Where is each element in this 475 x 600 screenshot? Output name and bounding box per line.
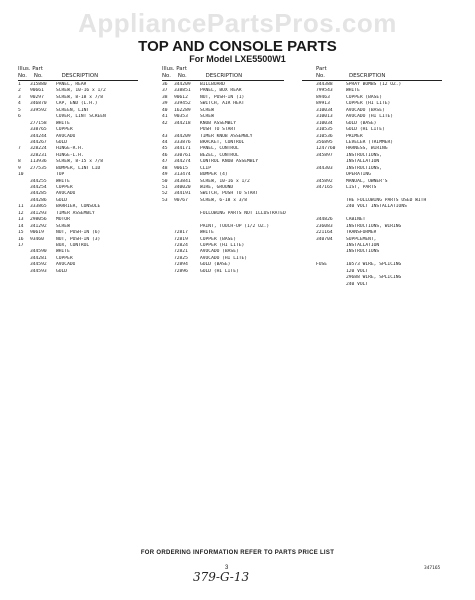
- part-no: 330761: [174, 152, 191, 158]
- part-no: 344388: [316, 82, 333, 87]
- description: 10573 WIRE, SPLICING: [346, 262, 402, 268]
- illus-no: 15: [18, 230, 24, 236]
- illus-no: 40: [162, 107, 168, 113]
- description: INSTRUCTIONS: [346, 249, 380, 255]
- part-no: 328224: [30, 146, 47, 152]
- part-no: 310034: [316, 120, 333, 126]
- description: SPRAY BOMBS (12 OZ.): [346, 82, 402, 87]
- description: TOP: [56, 172, 65, 178]
- description: SUPPLEMENT,: [346, 236, 377, 242]
- description: THE FOLLOWING PARTS USED WITH: [346, 197, 427, 203]
- description: SCREW, 10-16 x 1/2: [200, 178, 250, 184]
- description: HINGE-L.H.: [56, 152, 84, 158]
- illus-no: 14: [18, 223, 24, 229]
- part-no: 344592: [30, 262, 47, 268]
- part-no: 346870: [30, 101, 47, 107]
- page-subtitle: For Model LXE5500W1: [189, 54, 286, 64]
- description: COPPER (HI LITE): [346, 101, 391, 107]
- column-header-3: Part No. DESCRIPTION: [316, 66, 386, 79]
- illus-no: 52: [162, 191, 168, 197]
- description: KNOB ASSEMBLY: [200, 120, 236, 126]
- description: PAINT, TOUCH-UP (1/2 OZ.): [200, 223, 270, 229]
- description: COPPER (BASE): [346, 94, 382, 100]
- illus-no: 2: [18, 88, 21, 94]
- part-no: 339452: [174, 101, 191, 107]
- part-no: 338765: [30, 127, 47, 133]
- description: COPPER (BASE): [200, 236, 236, 242]
- description: SCREW, 6-18 x 3/8: [200, 197, 248, 203]
- illus-no: 1: [18, 82, 21, 87]
- description: TRANSFORMER: [346, 230, 377, 236]
- illus-no: 16: [18, 236, 24, 242]
- part-no: 162289: [174, 107, 191, 113]
- illus-no: 41: [162, 114, 168, 120]
- part-no: 313474: [174, 172, 191, 178]
- description: PANEL, CONTROL: [200, 146, 239, 152]
- description: FOLLOWING PARTS NOT ILLUSTRATED: [200, 210, 286, 216]
- illus-no: 49: [162, 172, 168, 178]
- description: AVOCADO (BASE): [200, 249, 239, 255]
- description: CABINET: [346, 217, 366, 223]
- description: COPPER: [56, 255, 73, 261]
- parts-row: [162, 269, 286, 275]
- description: PANEL, BOX REAR: [200, 88, 242, 94]
- ordering-note: FOR ORDERING INFORMATION REFER TO PARTS PRICE LIST: [140, 550, 335, 556]
- part-no: 90353: [174, 114, 188, 120]
- part-no: 345897: [316, 152, 333, 158]
- column-header-2: Illus. Part No. No. DESCRIPTION: [162, 66, 243, 79]
- part-no: 344593: [30, 268, 47, 274]
- description: CONTROL KNOB ASSEMBLY: [200, 159, 259, 165]
- part-no: 339592: [30, 107, 47, 113]
- description: MOTOR: [56, 217, 70, 223]
- part-no: 356895: [316, 139, 333, 145]
- part-no: 315880: [30, 82, 47, 87]
- part-no: 310535: [316, 127, 333, 133]
- description: COPPER: [56, 127, 73, 133]
- part-no: 90619: [30, 230, 44, 236]
- description: GOLD (BASE): [200, 262, 231, 268]
- description: AVOCADO (HI LITE): [200, 255, 248, 261]
- illus-no: 12: [18, 210, 24, 216]
- description: BOX, CONTROL: [56, 242, 90, 248]
- part-no: 72825: [174, 255, 188, 261]
- illus-no: 9: [18, 165, 21, 171]
- description: AVOCADO: [56, 262, 76, 268]
- illus-no: 37: [162, 88, 168, 94]
- part-no: 277535: [30, 165, 47, 171]
- part-no: 344209: [174, 133, 191, 139]
- parts-row: [302, 282, 426, 288]
- watermark: AppliancePartsPros.com: [78, 8, 397, 38]
- part-no: 344281: [30, 255, 47, 261]
- part-no: 1247760: [316, 146, 336, 152]
- illus-no: 6: [18, 114, 21, 120]
- illus-no: 46: [162, 152, 168, 158]
- illus-no: 8: [18, 159, 21, 165]
- description: INSTRUCTIONS,: [346, 165, 382, 171]
- part-no: 298056: [30, 217, 47, 223]
- description: LEVELER (TRIMMER): [346, 139, 394, 145]
- part-no: 343841: [174, 178, 191, 184]
- column-header-1: Illus. Part No. No. DESCRIPTION: [18, 66, 99, 79]
- part-no: 341293: [30, 210, 47, 216]
- description: AVOCADO: [56, 191, 76, 197]
- part-no: 344255: [30, 178, 47, 184]
- part-no: 333876: [174, 139, 191, 145]
- description: WHITE: [346, 88, 360, 94]
- description: NUT, PUSH-IN (1): [200, 94, 245, 100]
- part-no: 90661: [30, 88, 44, 94]
- illus-no: 11: [18, 204, 24, 210]
- description: WHITE: [56, 120, 70, 126]
- description: AVOCADO (HI LITE): [346, 114, 394, 120]
- description: INSTRUCTIONS, WIRING: [346, 223, 402, 229]
- description: BUMPER, LINT LID: [56, 165, 101, 171]
- description: WHITE: [200, 230, 214, 236]
- illus-no: 7: [18, 146, 21, 152]
- part-no: 328231: [30, 152, 47, 158]
- handwritten-code: 379-G-13: [193, 570, 250, 584]
- description: PANEL, REAR: [56, 82, 87, 87]
- description: BARRIER, CONSOLE: [56, 204, 101, 210]
- description: BILLBOARD: [200, 82, 225, 87]
- page-number: 3: [225, 565, 229, 571]
- description: INSTALLATION: [346, 242, 380, 248]
- description: AVOCADO: [56, 133, 76, 139]
- description: AVOCADO (BASE): [346, 107, 385, 113]
- part-no: 344171: [174, 146, 191, 152]
- part-no: 344254: [30, 185, 47, 190]
- part-no: 333865: [30, 204, 47, 210]
- part-no: 344209: [174, 82, 191, 87]
- part-no: 344267: [30, 139, 47, 145]
- description: COVER, LINT SCREEN: [56, 114, 106, 120]
- part-no: 90615: [174, 165, 188, 171]
- illus-no: 10: [18, 172, 24, 178]
- part-no: 72817: [174, 230, 188, 236]
- description: WHITE: [56, 249, 70, 255]
- part-no: 310536: [316, 133, 333, 139]
- part-no: 93460: [30, 236, 44, 242]
- illus-no: 4: [18, 101, 21, 107]
- description: HARNESS, WIRING: [346, 146, 388, 152]
- part-no: 344244: [30, 133, 47, 139]
- parts-row: [18, 269, 106, 275]
- description: SCREW, 8-18 x 7/8: [56, 94, 104, 100]
- description: BEZEL, CONTROL: [200, 152, 239, 158]
- description: CAP, END (L.H.): [56, 101, 98, 107]
- document-id: 347165: [424, 566, 441, 571]
- part-no: 347165: [316, 185, 333, 190]
- description: TIMER ASSEMBLY: [56, 210, 95, 216]
- description: BRACKET, CONTROL: [200, 139, 245, 145]
- description: SCREEN, LINT: [56, 107, 90, 113]
- parts-column-3: [302, 82, 426, 288]
- parts-column-1: [18, 82, 106, 275]
- description: HINGE-R.H.: [56, 146, 84, 152]
- part-no: 344590: [30, 249, 47, 255]
- part-no: 90612: [174, 94, 188, 100]
- part-no: FUSE: [316, 262, 328, 268]
- part-no: 344286: [30, 197, 47, 203]
- description: BUMPER (4): [200, 172, 228, 178]
- part-no: 310013: [316, 114, 333, 120]
- description: SCREW: [200, 114, 214, 120]
- part-no: 344285: [30, 191, 47, 197]
- description: 29688 WIRE, SPLICING: [346, 275, 402, 281]
- description: SCREW, 8-15 x 7/8: [56, 159, 104, 165]
- part-no: 72819: [174, 236, 188, 242]
- illus-no: 39: [162, 101, 168, 107]
- header-rule-3: [302, 80, 442, 81]
- description: WHITE: [56, 178, 70, 184]
- description: INSTRUCTIONS,: [346, 152, 382, 158]
- description: GOLD: [56, 197, 68, 203]
- description: TIMER KNOB ASSEMBLY: [200, 133, 253, 139]
- part-no: 799543: [316, 88, 333, 94]
- illus-no: 48: [162, 165, 168, 171]
- description: GOLD (BASE): [346, 120, 377, 126]
- header-rule-1: [18, 80, 138, 81]
- description: 240 VOLT INSTALLATIONS: [346, 204, 407, 210]
- illus-no: 44: [162, 139, 168, 145]
- description: 120 VOLT: [346, 268, 369, 274]
- part-no: 221164: [316, 230, 333, 236]
- part-no: 340020: [174, 185, 191, 190]
- description: SWITCH, AIR HEAT: [200, 101, 245, 107]
- illus-no: 5: [18, 107, 21, 113]
- description: PRIMER: [346, 133, 363, 139]
- part-no: 344191: [174, 191, 191, 197]
- part-no: 345892: [316, 178, 333, 184]
- part-no: 90767: [174, 197, 188, 203]
- part-no: 72894: [174, 262, 188, 268]
- header-rule-2: [162, 80, 284, 81]
- page-title: TOP AND CONSOLE PARTS: [138, 38, 337, 55]
- description: PUSH TO START: [200, 127, 236, 133]
- illus-no: 13: [18, 217, 24, 223]
- illus-no: 17: [18, 242, 24, 248]
- illus-no: 51: [162, 185, 168, 190]
- illus-no: 53: [162, 197, 168, 203]
- part-no: 310034: [316, 107, 333, 113]
- description: MANUAL, OWNER'S: [346, 178, 388, 184]
- illus-no: 45: [162, 146, 168, 152]
- part-no: 341292: [30, 223, 47, 229]
- part-no: 344826: [316, 217, 333, 223]
- part-no: 89463: [316, 94, 330, 100]
- description: GOLD: [56, 139, 68, 145]
- description: NUT, PUSH-IN (3): [56, 236, 101, 242]
- description: SCREW, 10-16 x 1/2: [56, 88, 106, 94]
- description: OPERATING: [346, 172, 371, 178]
- part-no: 338851: [174, 88, 191, 94]
- illus-no: 42: [162, 120, 168, 126]
- part-no: 72896: [174, 268, 188, 274]
- description: WIRE, GROUND: [200, 185, 234, 190]
- illus-no: 36: [162, 82, 168, 87]
- part-no: 344274: [174, 159, 191, 165]
- part-no: 344303: [316, 165, 333, 171]
- part-no: 72821: [174, 249, 188, 255]
- description: COPPER (HI LITE): [200, 242, 245, 248]
- description: GOLD: [56, 268, 68, 274]
- description: GOLD (HI LITE): [346, 127, 385, 133]
- description: NUT, PUSH-IN (6): [56, 230, 101, 236]
- illus-no: 43: [162, 133, 168, 139]
- part-no: 113936: [30, 159, 47, 165]
- description: COPPER: [56, 185, 73, 190]
- illus-no: 38: [162, 94, 168, 100]
- description: CLIP: [200, 165, 212, 171]
- description: LIST, PARTS: [346, 185, 377, 190]
- part-no: 344218: [174, 120, 191, 126]
- description: SCREW: [56, 223, 70, 229]
- part-no: 89913: [316, 101, 330, 107]
- parts-column-2: [162, 82, 286, 275]
- description: GOLD (HI LITE): [200, 268, 239, 274]
- description: 240 VOLT: [346, 281, 369, 287]
- part-no: 340704: [316, 236, 333, 242]
- description: SCREW: [200, 107, 214, 113]
- part-no: 72824: [174, 242, 188, 248]
- description: SWITCH, PUSH TO START: [200, 191, 259, 197]
- part-no: 236083: [316, 223, 333, 229]
- illus-no: 3: [18, 94, 21, 100]
- illus-no: 50: [162, 178, 168, 184]
- description: INSTALLATION: [346, 159, 380, 165]
- part-no: 277158: [30, 120, 47, 126]
- part-no: 90297: [30, 94, 44, 100]
- illus-no: 47: [162, 159, 168, 165]
